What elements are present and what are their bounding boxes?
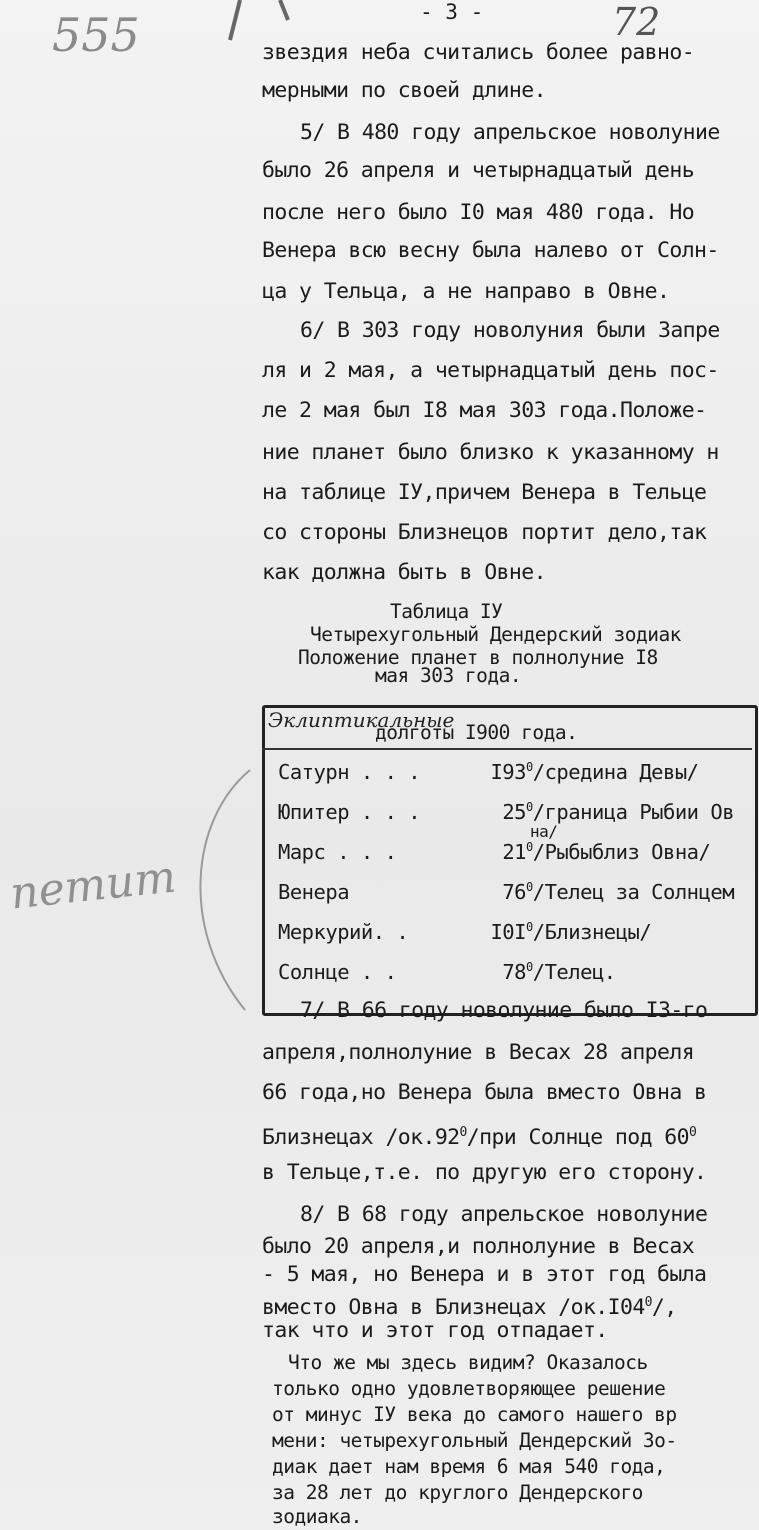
table-row	[278, 800, 734, 824]
text-line: апреля,полнолуние в Весах 28 апреля	[262, 1040, 695, 1065]
table-caption-title: Таблица IУ	[390, 600, 503, 623]
margin-note: петит	[7, 851, 179, 920]
text-line: за 28 лет до круглого Дендерского	[272, 1481, 643, 1504]
position-desc: /средина Девы/	[532, 760, 699, 784]
handwritten-table-header: Эклиптикальные	[268, 708, 455, 732]
text-line: в Тельце,т.е. по другую его сторону.	[262, 1160, 707, 1185]
handwritten-number-right: 72	[612, 0, 661, 44]
planet-name: Солнце . .	[278, 960, 397, 984]
degree-sign: 0	[526, 840, 533, 855]
page-number: - 3 -	[420, 0, 484, 24]
text-line: 7/ В 66 году новолуние было I3-го	[300, 998, 708, 1023]
longitude-value: I0I	[490, 920, 526, 944]
text-line: после него было I0 мая 480 года. Но	[262, 200, 695, 225]
degree-sign: 0	[526, 800, 533, 815]
position-desc: /Близнецы/	[532, 920, 652, 944]
degree-sign: 0	[526, 880, 533, 895]
degree-sign: 0	[644, 1295, 652, 1310]
text-line: ля и 2 мая, а четырнадцатый день пос-	[262, 358, 719, 383]
text-line: только одно удовлетворяющее решение	[272, 1377, 666, 1400]
degree-sign: 0	[688, 1125, 697, 1140]
text-line: Венера всю весну была налево от Солн-	[262, 238, 719, 263]
table-row	[278, 760, 699, 784]
longitude-value: 25	[502, 800, 526, 824]
planet-name: Сатурн . . .	[278, 760, 421, 784]
text-line: - 5 мая, но Венера и в этот год была	[262, 1262, 707, 1287]
margin-bracket-stroke	[170, 760, 260, 1020]
text-line: от минус IУ века до самого нашего вр	[272, 1403, 677, 1426]
text-line: Что же мы здесь видим? Оказалось	[288, 1351, 648, 1374]
text-line	[262, 1120, 696, 1151]
longitude-value: 78	[502, 960, 526, 984]
text-line: на таблице IУ,причем Венера в Тельце	[262, 480, 707, 505]
text-line: 6/ В 303 году новолуния были Запре	[300, 318, 720, 343]
text-line: так что и этот год отпадает.	[262, 1318, 608, 1343]
planet-name: Венера	[278, 880, 350, 904]
text-fragment: /при Солнце под 60	[466, 1125, 689, 1151]
table-row	[278, 840, 710, 864]
table-header: долготы I900 года.	[375, 721, 578, 744]
planet-name: Юпитер . . .	[278, 800, 421, 824]
degree-sign: 0	[526, 920, 533, 935]
row-continuation: на/	[530, 822, 558, 841]
text-line: 5/ В 480 году апрельское новолуние	[300, 120, 720, 145]
text-line: мени: четырехугольный Дендерский Зо-	[272, 1429, 677, 1452]
text-fragment: Близнецах /ок.92	[262, 1125, 460, 1151]
longitude-value: 76	[502, 880, 526, 904]
text-line: 66 года,но Венера была вместо Овна в	[262, 1080, 707, 1105]
text-line: мерными по своей длине.	[262, 78, 546, 103]
table-caption-line: Четырехугольный Дендерский зодиак	[310, 623, 681, 646]
longitude-value: I93	[490, 760, 526, 784]
table-row	[278, 880, 734, 904]
text-fragment: /,	[651, 1295, 677, 1321]
table-row	[278, 920, 651, 944]
position-desc: /Телец.	[532, 960, 616, 984]
handwritten-number-left: 555	[52, 8, 140, 62]
text-line: со стороны Близнецов портит дело,так	[262, 520, 707, 545]
text-line: звездия неба считались более равно-	[262, 40, 695, 65]
table-caption-line: Положение планет в полнолуние I8	[298, 646, 658, 669]
table-header-rule	[262, 748, 752, 750]
text-line	[262, 1290, 677, 1321]
text-line: ние планет было близко к указанному н	[262, 440, 719, 465]
position-desc: /граница Рыбии Ов	[532, 800, 735, 824]
text-line: ле 2 мая был I8 мая 303 года.Положе-	[262, 398, 707, 423]
longitude-value: 21	[502, 840, 526, 864]
text-line: было 20 апреля,и полнолуние в Весах	[262, 1234, 695, 1259]
planet-name: Марс . . .	[278, 840, 397, 864]
text-line: зодиака.	[272, 1505, 362, 1528]
text-line: было 26 апреля и четырнадцатый день	[262, 158, 695, 183]
text-line: как должна быть в Овне.	[262, 560, 546, 585]
degree-sign: 0	[526, 960, 533, 975]
degree-sign: 0	[459, 1125, 467, 1140]
text-line: диак дает нам время 6 мая 540 года,	[272, 1455, 666, 1478]
planet-name: Меркурий. .	[278, 920, 409, 944]
text-line: ца у Тельца, а не направо в Овне.	[262, 279, 670, 304]
position-desc: /Рыбыблиз Овна/	[532, 840, 711, 864]
text-fragment: вместо Овна в Близнецах /ок.I04	[262, 1295, 645, 1321]
text-line: 8/ В 68 году апрельское новолуние	[300, 1202, 708, 1227]
position-desc: /Телец за Солнцем	[532, 880, 735, 904]
degree-sign: 0	[526, 760, 533, 775]
table-row	[278, 960, 616, 984]
table-caption-line: мая 303 года.	[375, 664, 522, 687]
